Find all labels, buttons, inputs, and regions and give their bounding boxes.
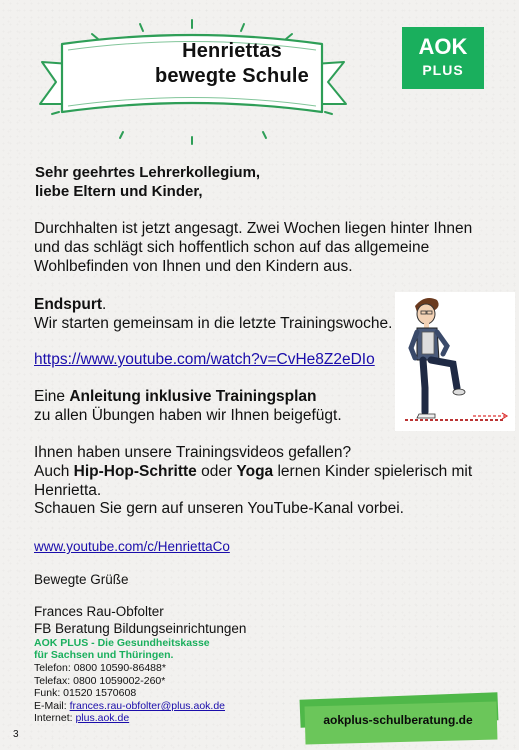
contact-org-line2: für Sachsen und Thüringen.: [34, 649, 174, 661]
promo-hiphop: Hip-Hop-Schritte: [73, 463, 197, 480]
signature-name: Frances Rau-Obfolter: [34, 604, 164, 619]
closing-text: Bewegte Grüße: [34, 572, 129, 587]
contact-web-line: [34, 712, 129, 725]
logo-line2: PLUS: [422, 62, 464, 78]
aok-plus-logo: [402, 27, 484, 89]
intro-line2: und das schlägt sich hoffentlich schon auf das allgemeine: [34, 239, 430, 256]
web-link[interactable]: plus.aok.de: [75, 712, 130, 724]
email-link[interactable]: frances.rau-obfolter@plus.aok.de: [69, 700, 226, 712]
channel-link[interactable]: www.youtube.com/c/HenriettaCo: [34, 539, 230, 554]
promo-line1: Ihnen haben unsere Trainingsvideos gefallen?: [34, 444, 352, 461]
page-number: 3: [13, 729, 19, 740]
promo-a: Auch: [34, 463, 74, 480]
promo-line2: [34, 462, 472, 481]
intro-line3: Wohlbefinden von Ihnen und den Kindern aus.: [34, 258, 353, 275]
web-label: Internet:: [34, 712, 76, 724]
endspurt-text: Wir starten gemeinsam in die letzte Trainingswoche.: [34, 315, 393, 332]
page-title-line2: bewegte Schule: [155, 65, 309, 87]
contact-email-line: [34, 700, 225, 713]
page-title-line1: Henriettas: [182, 40, 282, 62]
guide-line2: zu allen Übungen haben wir Ihnen beigefügt.: [34, 407, 342, 424]
salutation-line2: liebe Eltern und Kinder,: [35, 183, 203, 200]
salutation-line1: Sehr geehrtes Lehrerkollegium,: [35, 164, 261, 181]
exercise-illustration: [395, 292, 515, 431]
email-label: E-Mail:: [34, 700, 70, 712]
contact-phone: Telefon: 0800 10590-86488*: [34, 662, 166, 674]
endspurt-heading: Endspurt.: [34, 296, 107, 313]
henrietta-figure-icon: [395, 292, 515, 431]
logo-line1: AOK: [418, 34, 468, 59]
endspurt-bold: Endspurt: [34, 296, 103, 313]
guide-line1: [34, 387, 317, 406]
footer-site-link[interactable]: aokplus-schulberatung.de: [323, 713, 473, 727]
intro-line1: Durchhalten ist jetzt angesagt. Zwei Wochen liegen hinter Ihnen: [34, 220, 473, 237]
promo-line3: Henrietta.: [34, 482, 102, 499]
promo-e: lernen Kinder spielerisch mit: [273, 463, 473, 480]
video-link[interactable]: https://www.youtube.com/watch?v=CvHe8Z2eDIo: [34, 351, 375, 368]
guide-bold: Anleitung inklusive Trainingsplan: [69, 388, 317, 405]
guide-prefix: Eine: [34, 388, 70, 405]
contact-org-line1: AOK PLUS - Die Gesundheitskasse: [34, 637, 210, 649]
signature-dept: FB Beratung Bildungseinrichtungen: [34, 621, 247, 636]
contact-fax: Telefax: 0800 1059002-260*: [34, 675, 166, 687]
promo-yoga: Yoga: [236, 463, 274, 480]
contact-mobile: Funk: 01520 1570608: [34, 687, 137, 699]
promo-c: oder: [196, 463, 237, 480]
promo-line4: Schauen Sie gern auf unseren YouTube-Kanal vorbei.: [34, 500, 404, 517]
